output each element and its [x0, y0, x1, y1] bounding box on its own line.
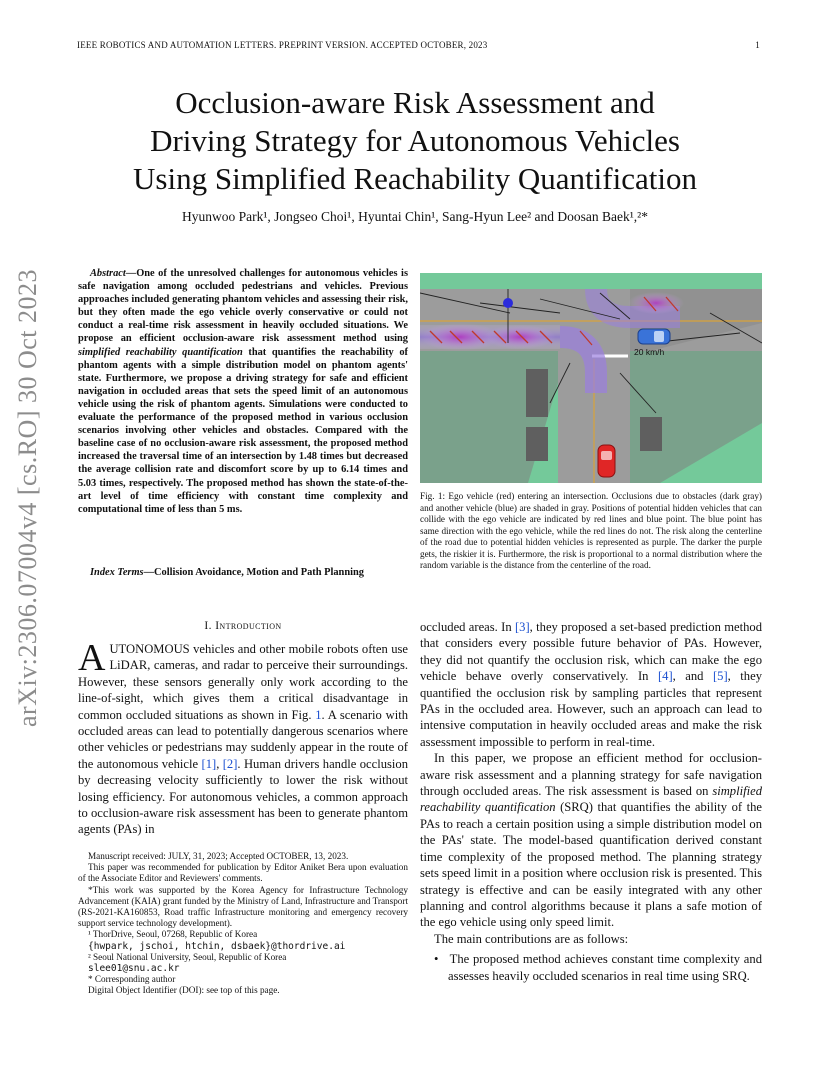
- arxiv-id: arXiv:2306.07004v4 [cs.RO] 30 Oct 2023: [13, 268, 42, 728]
- contribution-bullet: • The proposed method achieves constant time complexity and assesses heavily occluded scenarios in real time using SRQ.: [434, 952, 762, 983]
- obstacle-building: [526, 427, 548, 461]
- manuscript-received: Manuscript received: JULY, 31, 2023; Accepted OCTOBER, 13, 2023.: [88, 851, 349, 861]
- ego-vehicle-window: [601, 451, 612, 460]
- citation-link[interactable]: [3]: [514, 620, 530, 634]
- abstract-label: Abstract: [90, 268, 126, 279]
- title-line: Driving Strategy for Autonomous Vehicles: [150, 123, 680, 158]
- footnotes: [78, 851, 408, 997]
- body-text: (SRQ) that quantifies the ability of the PAs to reach a certain position using a simple distribution model on the PAs' state. The model-based quantification derived constant time complexity of the proposed method. The planning strategy sets speed limit in a position where occlusion risk is presented. This strategy is effective and can be easily integrated with any other planning and control algorithms because it plans a safe motion of the ego vehicle using only speed limit.: [420, 800, 762, 930]
- abstract-emphasis: simplified reachability quantification: [78, 346, 243, 358]
- section-title: Introduction: [215, 620, 282, 632]
- title-line: Occlusion-aware Risk Assessment and: [175, 85, 655, 120]
- intro-text: . A scenario with occluded areas can lead to potentially dangerous scenarios where other vehicles or pedestrians may suddenly appear in the route of the autonomous vehicle: [78, 707, 408, 771]
- body-text: , they proposed a set-based prediction method that considers every possible future behavior of PAs. However, they did not quantify the occlusion risk, which can make the ego vehicle behave overly conservatively. In: [420, 620, 762, 684]
- section-number: I.: [204, 620, 212, 632]
- affiliation-1: ¹ ThorDrive, Seoul, 07268, Republic of Korea: [88, 929, 258, 940]
- ego-vehicle: [598, 445, 615, 477]
- body-text: occluded areas. In: [420, 620, 515, 634]
- title-line: Using Simplified Reachability Quantification: [133, 161, 697, 196]
- intro-text: UTONOMOUS vehicles and other mobile robots often use LiDAR, cameras, and radar to perceive their surroundings. However, these sensors generally only work according to the line-of-sight, which gives them a critical disadvantage in common occluded situations as shown in Fig.: [78, 642, 408, 722]
- abstract-text: —One of the unresolved challenges for autonomous vehicles is safe navigation among occluded pedestrians and vehicles. Previous approaches included generating phantom vehicles and assessing their risk, but they often made the ego vehicle overly conservative or could not conduct a real-time risk assessment in heavily occluded situations. We propose an efficient occlusion-aware risk assessment method using: [78, 268, 408, 345]
- running-header: [77, 40, 760, 50]
- figure-1-intersection: [420, 273, 762, 483]
- section-heading: [78, 620, 408, 632]
- citation-link[interactable]: [2]: [222, 756, 238, 771]
- abstract: [78, 267, 408, 516]
- intro-paragraph: [78, 637, 409, 838]
- editor-note: This paper was recommended for publication by Editor Aniket Bera upon evaluation of the Associate Editor and Reviewers' comments.: [78, 862, 408, 884]
- affiliation-2: ² Seoul National University, Seoul, Republic of Korea: [88, 951, 287, 962]
- doi-note: Digital Object Identifier (DOI): see top of this page.: [88, 985, 280, 996]
- obstacle-building: [526, 369, 548, 417]
- body-text: In this paper, we propose an efficient method for occlusion-aware risk assessment and a planning strategy for safe navigation through occluded areas. The risk assessment is based on: [420, 751, 762, 799]
- index-terms-text: —Collision Avoidance, Motion and Path Planning: [143, 567, 364, 578]
- citation-link[interactable]: [1]: [201, 756, 217, 771]
- author-emails-1: {hwpark, jschoi, htchin, dsbaek}@thordrive.ai: [88, 940, 346, 952]
- paper-title: [90, 84, 740, 198]
- intersection-illustration: [420, 273, 762, 483]
- body-paragraph: [420, 750, 762, 930]
- contribution-text: The proposed method achieves constant time complexity and assesses heavily occluded scenarios in real time using SRQ.: [448, 952, 762, 983]
- index-terms-label: Index Terms: [90, 567, 144, 578]
- arxiv-stamp: [8, 268, 48, 728]
- figure-1-caption: Fig. 1: Ego vehicle (red) entering an intersection. Occlusions due to obstacles (dark gray) and another vehicle (blue) are shaded in gray. Positions of potential hidden vehicles that can collide with the ego vehicle are indicated by red lines and blue point. The blue point has same direction with the ego vehicle, while the red lines do not. The risk along the centerline of the road due to potential hidden vehicles is represented as purple. The darker the purple gets, the riskier it is. Furthermore, the risk is proportional to a normal distribution where the random variable is the distance from the centerline of the road.: [420, 491, 762, 570]
- index-terms: [78, 566, 408, 579]
- right-column: [420, 619, 762, 984]
- funding-note: *This work was supported by the Korea Agency for Infrastructure Technology Advancement (KAIA) grant funded by the Ministry of Land, Infrastructure and Transport (RS-2021-KA160853, Road traffic Infrastructure monitoring and emergency recovery support service technology development).: [78, 884, 408, 929]
- body-paragraph: [420, 619, 762, 750]
- corresponding-author: * Corresponding author: [88, 974, 176, 985]
- blue-vehicle-window: [654, 331, 664, 342]
- journal-name: IEEE ROBOTICS AND AUTOMATION LETTERS. PREPRINT VERSION. ACCEPTED OCTOBER, 2023: [77, 40, 488, 50]
- body-emphasis: simplified reachability quantification: [420, 784, 762, 815]
- intro-text: ,: [216, 756, 223, 771]
- figure-reference-link[interactable]: 1: [315, 707, 322, 722]
- citation-link[interactable]: [5]: [712, 669, 728, 684]
- body-text: , and: [672, 669, 713, 684]
- author-list: Hyunwoo Park¹, Jongseo Choi¹, Hyuntai Chin¹, Sang-Hyun Lee² and Doosan Baek¹,²*: [182, 209, 648, 224]
- obstacle-building: [640, 417, 662, 451]
- author-emails-2: slee01@snu.ac.kr: [88, 963, 180, 975]
- drop-cap: A: [78, 637, 106, 679]
- abstract-text: that quantifies the reachability of phantom agents with a simple distribution model on phantom agents' state. Furthermore, we propose a driving strategy for safe and efficient navigation in occluded areas that sets the speed limit of an autonomous vehicle using the risk of phantom agents. Simulations were conducted to evaluate the performance of the proposed method in various occlusion scenarios involving other vehicles and obstacles. Compared with the baseline case of no occlusion-aware risk assessment, the proposed method increased the traversal time of an intersection by 1.48 times but decreased the average collision rate and discomfort score by up to 6.14 times and 5.03 times, respectively. The proposed method has shown the state-of-the-art level of time efficiency with constant time complexity and computational time of less than 5 ms.: [78, 346, 408, 515]
- hidden-vehicle-point: [503, 298, 513, 308]
- page-number: 1: [755, 40, 760, 50]
- contributions-intro: The main contributions are as follows:: [434, 931, 629, 946]
- speed-limit-label: 20 km/h: [634, 347, 665, 357]
- intro-text: . Human drivers handle occlusion by decreasing velocity sufficiently to lower the risk without losing efficiency. For autonomous vehicles, a common approach to occlusion-aware risk assessment has been to generate phantom agents (PAs) in: [78, 756, 409, 837]
- body-text: , they quantified the occlusion risk by sampling particles that represent PAs in the occluded area. However, such an approach can lead to intensive computation in heavily occluded areas and make the risk assessment impossible to perform in real-time.: [420, 669, 762, 749]
- citation-link[interactable]: [4]: [657, 669, 673, 684]
